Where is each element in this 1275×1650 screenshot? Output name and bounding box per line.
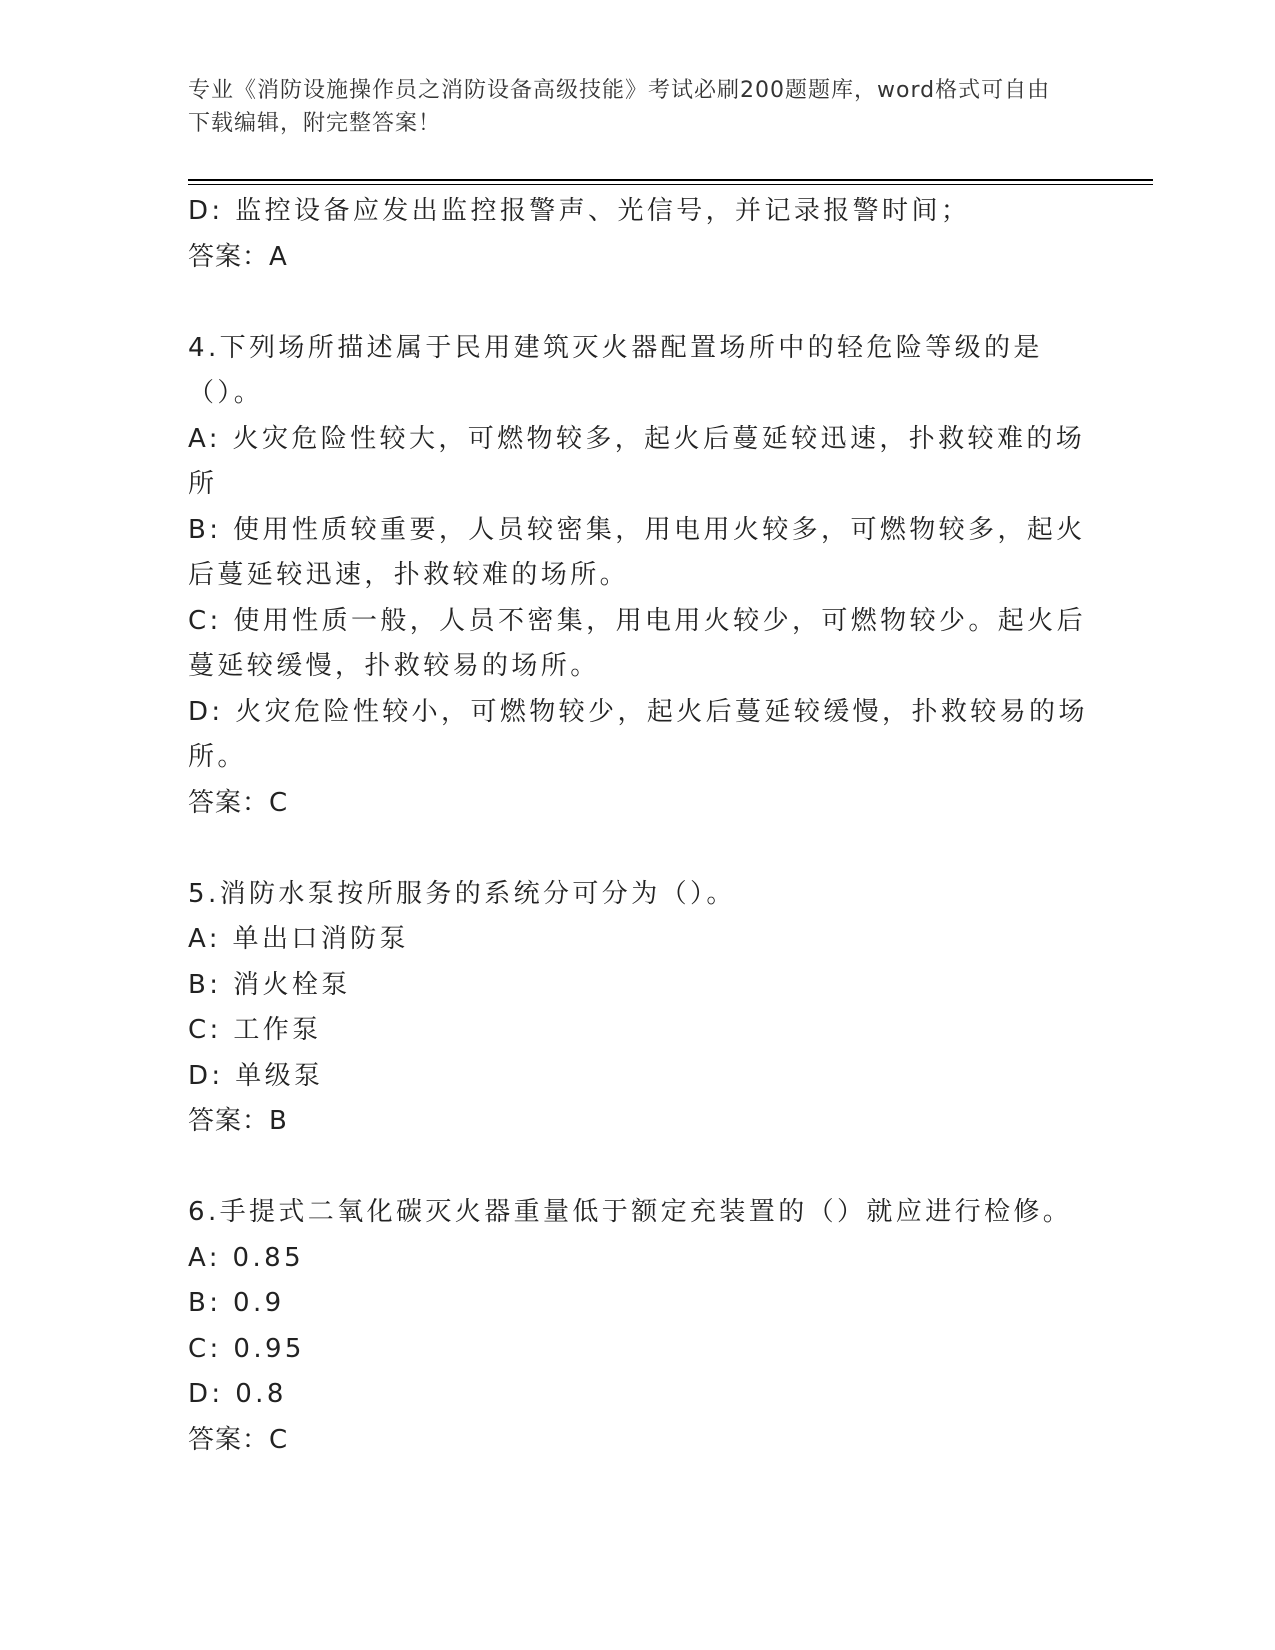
option-d: D: 单级泵 — [188, 1060, 324, 1091]
prev-question-answer: 答案：A — [188, 241, 288, 272]
option-b: B: 消火栓泵 — [188, 969, 351, 1000]
question-stem: 6.手提式二氧化碳灭火器重量低于额定充装置的（）就应进行检修。 — [188, 1197, 1073, 1227]
option-a: A: 单出口消防泵 — [188, 924, 409, 954]
option-c: C: 0.95 — [188, 1333, 305, 1364]
option-b: B: 使用性质较重要，人员较密集，用电用火较多，可燃物较多，起火后蔓延较迅速，扑救较难的场所。 — [188, 514, 1086, 590]
question-5 — [188, 872, 1088, 1145]
question-stem: 4.下列场所描述属于民用建筑灭火器配置场所中的轻危险等级的是（）。 — [188, 332, 1043, 408]
spacer — [188, 1145, 1088, 1191]
option-d: D: 火灾危险性较小，可燃物较少，起火后蔓延较缓慢，扑救较易的场所。 — [188, 696, 1088, 772]
option-c: C: 使用性质一般，人员不密集，用电用火较少，可燃物较少。起火后蔓延较缓慢，扑救较易的场所。 — [188, 605, 1086, 681]
option-a: A: 火灾危险性较大，可燃物较多，起火后蔓延较迅速，扑救较难的场所 — [188, 423, 1086, 499]
answer: 答案：C — [188, 1424, 289, 1455]
spacer — [188, 826, 1088, 872]
option-c: C: 工作泵 — [188, 1015, 322, 1045]
question-stem: 5.消防水泵按所服务的系统分可分为（）。 — [188, 878, 736, 909]
question-4 — [188, 326, 1088, 827]
header-divider-thick — [188, 179, 1153, 181]
page-header — [188, 74, 1068, 140]
answer: 答案：B — [188, 1106, 288, 1136]
header-text: 专业《消防设施操作员之消防设备高级技能》考试必刷200题题库，word格式可自由下载编辑，附完整答案！ — [188, 78, 1051, 136]
answer: 答案：C — [188, 787, 289, 818]
prev-question-option-d: D: 监控设备应发出监控报警声、光信号，并记录报警时间； — [188, 196, 971, 226]
document-body — [188, 189, 1088, 1463]
option-a: A: 0.85 — [188, 1242, 305, 1273]
spacer — [188, 280, 1088, 326]
option-b: B: 0.9 — [188, 1288, 285, 1318]
option-d: D: 0.8 — [188, 1379, 287, 1409]
question-6 — [188, 1190, 1088, 1463]
header-divider-thin — [188, 184, 1153, 185]
